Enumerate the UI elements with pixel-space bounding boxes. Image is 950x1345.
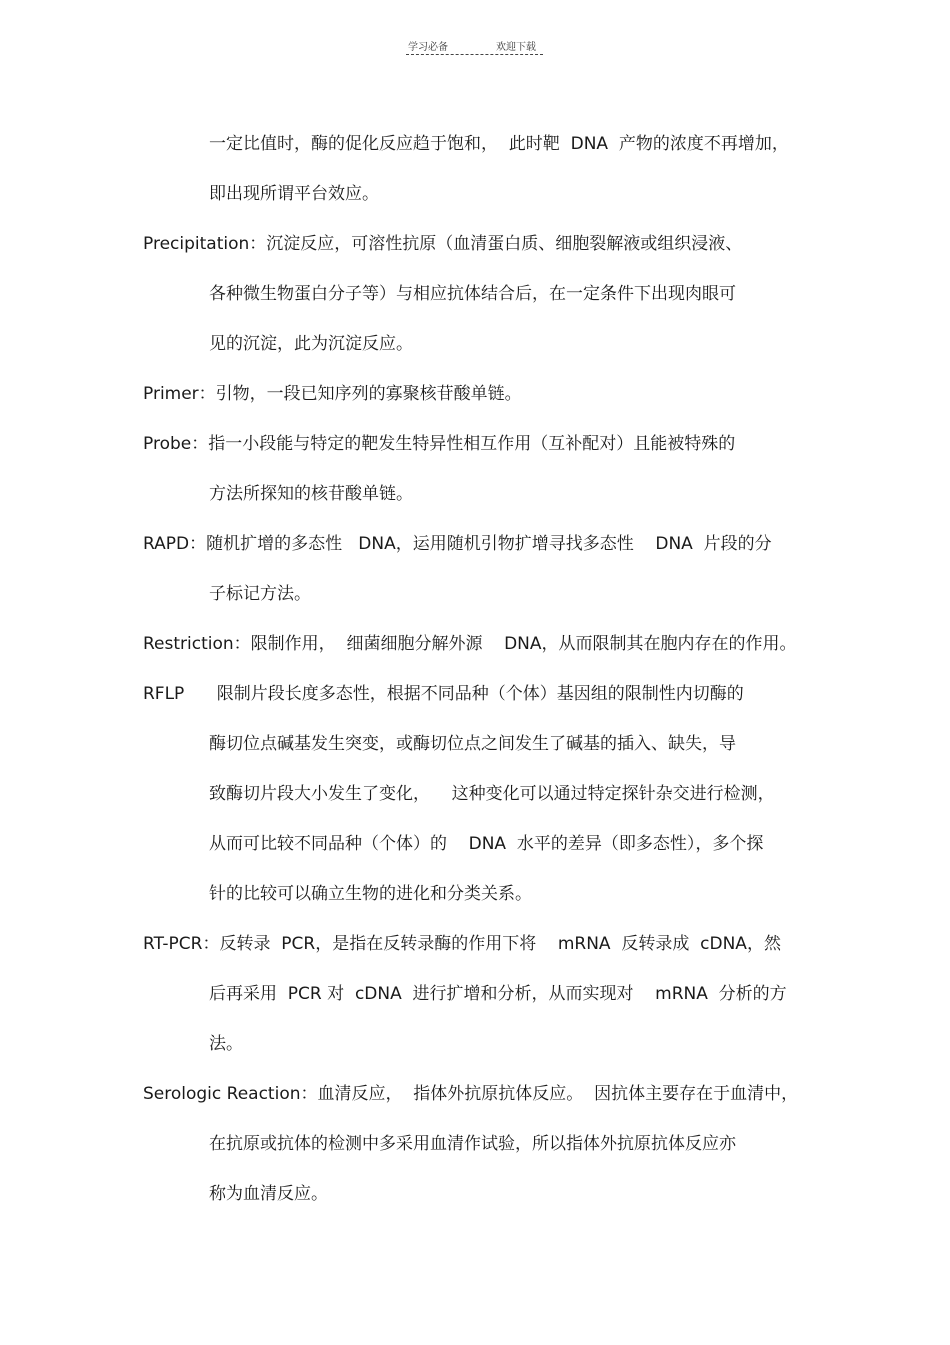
term-rflp: RFLP 限制片段长度多态性，根据不同品种（个体）基因组的限制性内切酶的 <box>143 684 744 704</box>
term-serologic-reaction: Serologic Reaction：血清反应， 指体外抗原抗体反应。 因抗体主要存在于血清中， <box>143 1084 799 1104</box>
header-right-text: 欢迎下载 <box>496 42 536 53</box>
body-line: 称为血清反应。 <box>209 1184 328 1204</box>
body-line: 各种微生物蛋白分子等）与相应抗体结合后，在一定条件下出现肉眼可 <box>209 284 736 304</box>
term-rapd: RAPD：随机扩增的多态性 DNA，运用随机引物扩增寻找多态性 DNA 片段的分 <box>143 534 772 554</box>
body-line: 见的沉淀，此为沉淀反应。 <box>209 334 413 354</box>
body-line: 子标记方法。 <box>209 584 311 604</box>
term-precipitation: Precipitation：沉淀反应，可溶性抗原（血清蛋白质、细胞裂解液或组织浸液、 <box>143 234 743 254</box>
body-line: 在抗原或抗体的检测中多采用血清作试验，所以指体外抗原抗体反应亦 <box>209 1134 736 1154</box>
term-rt-pcr: RT-PCR：反转录 PCR，是指在反转录酶的作用下将 mRNA 反转录成 cDNA，然 <box>143 934 781 954</box>
body-line: 后再采用 PCR 对 cDNA 进行扩增和分析，从而实现对 mRNA 分析的方 <box>209 984 787 1004</box>
header-dashed-rule <box>406 54 543 55</box>
term-probe: Probe：指一小段能与特定的靶发生特异性相互作用（互补配对）且能被特殊的 <box>143 434 736 454</box>
body-line: 法。 <box>209 1034 243 1054</box>
page-header <box>406 38 543 56</box>
body-line: 一定比值时，酶的促化反应趋于饱和， 此时靶 DNA 产物的浓度不再增加， <box>209 134 789 154</box>
term-primer: Primer：引物，一段已知序列的寡聚核苷酸单链。 <box>143 384 522 404</box>
body-line: 致酶切片段大小发生了变化， 这种变化可以通过特定探针杂交进行检测， <box>209 784 775 804</box>
body-line: 方法所探知的核苷酸单链。 <box>209 484 413 504</box>
header-left-text: 学习必备 <box>408 42 448 53</box>
term-restriction: Restriction：限制作用， 细菌细胞分解外源 DNA，从而限制其在胞内存在的作用。 <box>143 634 797 654</box>
body-line: 从而可比较不同品种（个体）的 DNA 水平的差异（即多态性），多个探 <box>209 834 764 854</box>
body-line: 针的比较可以确立生物的进化和分类关系。 <box>209 884 532 904</box>
body-line: 即出现所谓平台效应。 <box>209 184 379 204</box>
body-line: 酶切位点碱基发生突变，或酶切位点之间发生了碱基的插入、缺失，导 <box>209 734 736 754</box>
